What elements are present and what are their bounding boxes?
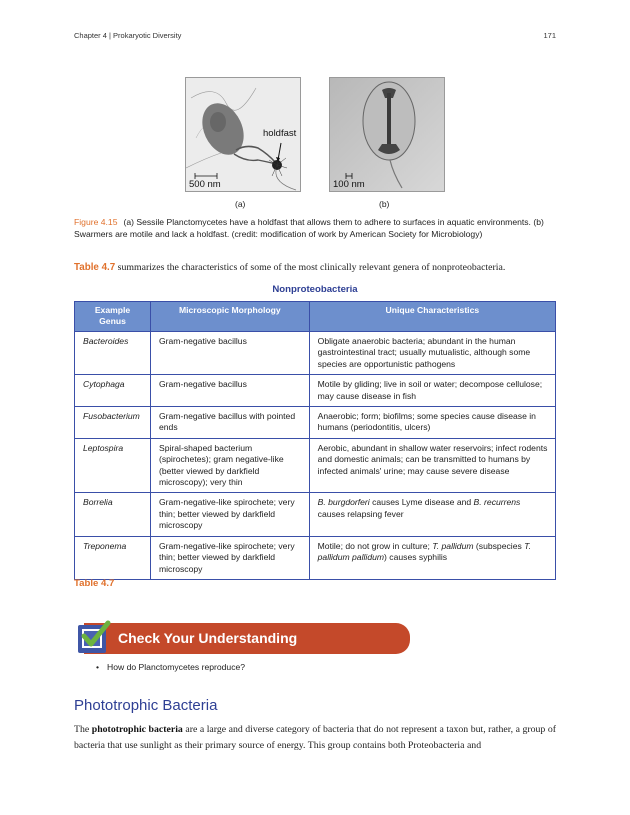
table-row — [75, 407, 556, 439]
section-heading: Phototrophic Bacteria — [74, 697, 218, 714]
table-row — [75, 438, 556, 493]
characteristics-cell: Anaerobic; form; biofilms; some species cause disease in humans (periodontitis, ulcers) — [309, 407, 555, 439]
characteristics-cell — [309, 493, 555, 536]
scale-bar-label-b: 100 nm — [333, 179, 365, 190]
species-name: T. pallidum — [432, 540, 474, 551]
species-name: B. recurrens — [473, 497, 521, 508]
figure-panel-b-micrograph — [329, 77, 445, 192]
intro-text: summarizes the characteristics of some of the most clinically relevant genera of nonproteobacteria. — [115, 262, 506, 273]
check-your-understanding-banner — [84, 623, 410, 654]
panel-label-a: (a) — [235, 199, 246, 209]
characteristics-text: (subspecies — [473, 540, 525, 551]
genus-cell: Borrelia — [75, 493, 151, 536]
intro-sentence — [74, 262, 556, 273]
morphology-cell: Gram-negative-like spirochete; very thin; better viewed by darkfield microscopy — [150, 493, 309, 536]
species-name: T. pallidum pallidum — [317, 540, 532, 563]
figure-caption-text: (a) Sessile Planctomycetes have a holdfast that allows them to adhere to surfaces in aquatic environments. (b) Swarmers are motile and lack a holdfast. (credit: modification of work by American Society for Microbiology) — [74, 217, 544, 239]
characteristics-cell — [309, 536, 555, 579]
key-term: phototrophic bacteria — [91, 724, 183, 735]
table-header-row — [75, 302, 556, 332]
characteristics-cell: Aerobic, abundant in shallow water reservoirs; infect rodents and domestic animals; can be transmitted to humans by infected animals' urine; may cause severe disease — [309, 438, 555, 493]
morphology-cell: Gram-negative bacillus — [150, 375, 309, 407]
genus-cell: Treponema — [75, 536, 151, 579]
figure-number: Figure 4.15 — [74, 217, 118, 227]
paragraph-text: are a large and diverse category of bacteria that do not represent a taxon but, rather, a group of bacteria that use sunlight as their primary source of energy. This group contains both Proteobacteria and — [74, 724, 557, 751]
table-title: Nonproteobacteria — [272, 284, 358, 295]
check-your-understanding-title: Check Your Understanding — [118, 630, 298, 646]
paragraph-text: The — [74, 724, 92, 735]
table-row — [75, 332, 556, 375]
holdfast-annotation: holdfast — [263, 128, 297, 139]
genus-cell: Leptospira — [75, 438, 151, 493]
morphology-cell: Spiral-shaped bacterium (spirochetes); gram negative-like (better viewed by darkfield microscopy); very thin — [150, 438, 309, 493]
characteristics-cell: Motile by gliding; live in soil or water; decompose cellulose; may cause disease in fish — [309, 375, 555, 407]
review-question — [96, 662, 245, 672]
characteristics-text: causes Lyme disease and — [369, 497, 474, 508]
species-name: B. burgdorferi — [317, 497, 370, 508]
page-number: 171 — [543, 31, 556, 40]
genus-cell: Fusobacterium — [75, 407, 151, 439]
genus-cell: Cytophaga — [75, 375, 151, 407]
table-reference-link[interactable]: Table 4.7 — [74, 262, 116, 273]
figure-panel-a-micrograph — [185, 77, 301, 192]
column-header-characteristics: Unique Characteristics — [309, 302, 555, 332]
running-head: Chapter 4 | Prokaryotic Diversity — [74, 31, 182, 40]
genus-cell: Bacteroides — [75, 332, 151, 375]
nonproteobacteria-table — [74, 301, 556, 580]
table-row — [75, 493, 556, 536]
characteristics-text: Motile; do not grow in culture; — [317, 540, 433, 551]
review-question-text: How do Planctomycetes reproduce? — [107, 662, 246, 672]
table-row — [75, 375, 556, 407]
bullet-icon: • — [96, 662, 100, 672]
column-header-morphology: Microscopic Morphology — [150, 302, 309, 332]
scale-bar-label-a: 500 nm — [189, 179, 221, 190]
characteristics-text: ) causes syphilis — [384, 552, 448, 563]
table-row — [75, 536, 556, 579]
morphology-cell: Gram-negative bacillus — [150, 332, 309, 375]
swarmer-cell-image — [330, 78, 445, 192]
morphology-cell: Gram-negative bacillus with pointed ends — [150, 407, 309, 439]
panel-label-b: (b) — [379, 199, 390, 209]
characteristics-cell: Obligate anaerobic bacteria; abundant in the human gastrointestinal tract; usually mutualistic, although some species are opportunistic pathogens — [309, 332, 555, 375]
column-header-genus: Example Genus — [75, 302, 151, 332]
body-paragraph — [74, 722, 556, 754]
figure-caption — [74, 216, 556, 240]
checkbox-checkmark-icon — [77, 620, 111, 654]
table-caption: Table 4.7 — [74, 578, 115, 589]
morphology-cell: Gram-negative-like spirochete; very thin; better viewed by darkfield microscopy — [150, 536, 309, 579]
characteristics-text: causes relapsing fever — [317, 508, 404, 519]
